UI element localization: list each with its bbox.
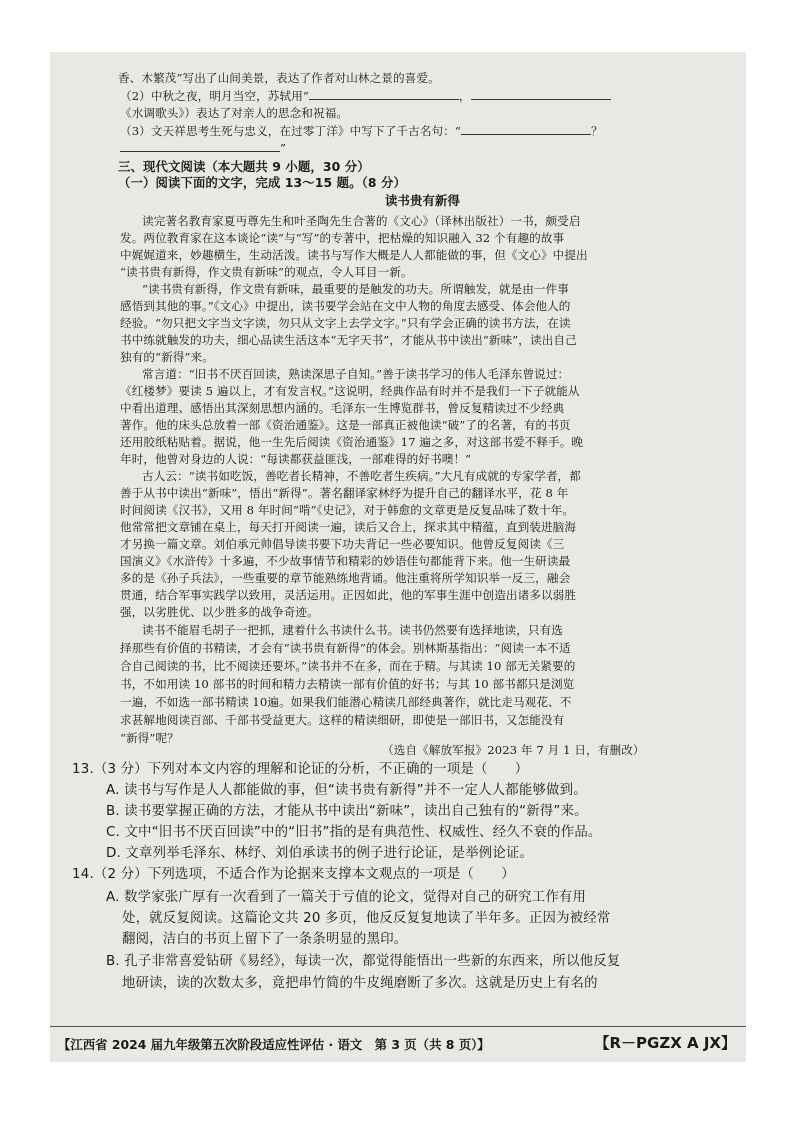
body-line: 中娓娓道来，妙趣横生，生动活泼。读书与写作大概是人人都能做的事，但《文心》中提出 [120, 248, 588, 262]
body-line: 读书不能眉毛胡子一把抓，逮着什么书读什么书。读书仍然要有选择地读，只有选 [142, 623, 563, 637]
body-line: 强，以劣胜优、以少胜多的战争奇迹。 [120, 605, 319, 619]
body-line: 著作。他的床头总放着一部《资治通鉴》。这是一部真正被他读“破”了的名著，有的书页 [120, 418, 571, 432]
footer-exam-info: 【江西省 2024 届九年级第五次阶段适应性评估 · 语文 第 3 页（共 8 页）】 [58, 1037, 490, 1052]
body-line: 常言道：“旧书不厌百回读，熟读深思子自知。”善于读书学习的伟人毛泽东曾说过： [142, 367, 570, 381]
header-line-1: 香、木繁茂”写出了山间美景，表达了作者对山林之景的喜爱。 [118, 71, 440, 85]
body-line: “新得”呢？ [120, 731, 179, 745]
body-line: “读书贵有新得，作文贵有新味，最重要的是触发的功夫。所谓触发，就是由一件事 [142, 282, 570, 296]
body-line: 书，不如用读 10 部书的时间和精力去精读一部有价值的好书；与其 10 部书都只是浏览 [120, 677, 575, 691]
answer-blank[interactable] [309, 88, 459, 100]
option-a-line: 处，就反复阅读。这篇论文共 20 多页，他反反复复地读了半年多。正因为被经常 [122, 911, 611, 926]
body-line: 才另换一篇文章。刘伯承元帅倡导读书要下功夫背记一些必要知识。他曾反复阅读《三 [120, 537, 565, 551]
section-heading: 三、现代文阅读（本大题共 9 小题，30 分） [118, 159, 370, 174]
header-line-2-comma: ， [458, 89, 471, 103]
header-line-4-qmark: ？ [590, 124, 603, 138]
body-line: “读书贵有新得，作文贵有新味”的观点，令人耳目一新。 [120, 265, 413, 279]
answer-blank[interactable] [471, 88, 611, 100]
body-line: 还用胶纸粘贴着。据说，他一生先后阅读《资治通鉴》17 遍之多，对这部书爱不释手。晚 [120, 435, 584, 449]
article-title: 读书贵有新得 [385, 193, 460, 208]
body-line: 发。两位教育家在这本谈论“读”与“写”的专著中，把枯燥的知识融入 32 个有趣的故事 [120, 231, 565, 245]
option-a-line: 翻阅，洁白的书页上留下了一条条明显的黑印。 [122, 932, 408, 947]
body-line: 多的是《孙子兵法》，一些重要的章节能熟练地背诵。他注重将所学知识举一反三，融会 [120, 571, 571, 585]
header-line-4-text: （3）文天祥思考生死与忠义，在过零丁洋》中写下了千古名句：“ [120, 124, 461, 138]
body-line: 择那些有价值的书精读，才会有“读书贵有新得”的体会。别林斯基指出：“阅读一本不适 [120, 641, 571, 655]
header-line-3: 《水调歌头》）表达了对亲人的思念和祝福。 [120, 106, 349, 120]
body-line: 感悟到其他的事。”《文心》中提出，读书要学会站在文中人物的角度去感受、体会他人的 [120, 299, 571, 313]
body-line: 年时，他曾对身边的人说：“每读都获益匪浅，一部难得的好书噢！” [120, 452, 472, 466]
header-line-5-quote: ” [280, 141, 287, 155]
question-stem: 13.（3 分）下列对本文内容的理解和论证的分析，不正确的一项是（ ） [72, 762, 529, 777]
body-line: 他常常把文章铺在桌上，每天打开阅读一遍，读后又合上，探求其中精蕴，直到装进脑海 [120, 520, 577, 534]
body-line: 读完著名教育家夏丏尊先生和叶圣陶先生合著的《文心》（译林出版社）一书，颇受启 [142, 214, 581, 228]
option-a[interactable]: A. 数学家张广厚有一次看到了一篇关于亏值的论文，觉得对自己的研究工作有用 [106, 890, 587, 905]
answer-blank[interactable] [120, 140, 280, 152]
body-line: 经验。“勿只把文字当文字读，勿只从文字上去学文字。”只有学会正确的读书方法，在读 [120, 316, 571, 330]
option-b-line: 地研读，读的次数太多，竟把串竹简的牛皮绳磨断了多次。这就是历史上有名的 [122, 976, 598, 991]
body-line: 善于从书中读出“新味”，悟出“新得”。著名翻译家林纾为提升自己的翻译水平，花 8 年 [120, 486, 569, 500]
footer-code: 【R－PGZX A JX】 [594, 1034, 736, 1052]
page-footer [50, 1026, 746, 1059]
option-b[interactable]: B. 孔子非常喜爱钻研《易经》，每读一次，都觉得能悟出一些新的东西来，所以他反复 [106, 954, 621, 969]
body-line: 国演义》《水浒传》十多遍，不少故事情节和精彩的妙语佳句都能背下来。他一生研读最 [120, 554, 571, 568]
option-b[interactable]: B. 读书要掌握正确的方法，才能从书中读出“新味”，读出自己独有的“新得”来。 [106, 804, 588, 819]
body-line: 贯通，结合军事实践学以致用，灵活运用。正因如此，他的军事生涯中创造出诸多以弱胜 [120, 588, 577, 602]
body-line: 合自己阅读的书，比不阅读还要坏。”读书并不在多，而在于精。与其读 10 部无关紧要的 [120, 659, 576, 673]
body-line: 中看出道理、感悟出其深刻思想内涵的。毛泽东一生博览群书，曾反复精读过不少经典 [120, 401, 565, 415]
body-line: 求甚解地阅读百部、千部书受益更大。这样的精读细研，即使是一部旧书，又怎能没有 [120, 713, 565, 727]
header-line-2 [120, 88, 611, 104]
answer-blank[interactable] [461, 123, 591, 135]
header-line-5 [120, 140, 286, 156]
header-line-2-text: （2）中秋之夜，明月当空，苏轼用“ [120, 89, 309, 103]
body-line: 古人云：“读书如吃饭，善吃者长精神，不善吃者生疾病。”大凡有成就的专家学者，都 [142, 469, 581, 483]
body-line: 《红楼梦》要读 5 遍以上，才有发言权。”这说明，经典作品有时并不是我们一下子就能从 [120, 384, 580, 398]
header-line-4 [120, 123, 603, 139]
exam-page [50, 52, 746, 1062]
source-citation: （选自《解放军报》2023 年 7 月 1 日，有删改） [382, 743, 645, 757]
body-line: 独有的“新得”来。 [120, 350, 214, 364]
body-line: 书中练就触发的功夫，细心品读生活这本“无字天书”，才能从书中读出“新味”，读出自己 [120, 333, 577, 347]
section-subheading: （一）阅读下面的文字，完成 13～15 题。（8 分） [118, 175, 406, 190]
body-line: 时间阅读《汉书》，又用 8 年时间“啃”《史记》，对于韩愈的文章更是反复品味了数十年。 [120, 503, 575, 517]
question-stem: 14.（2 分）下列选项，不适合作为论据来支撑本文观点的一项是（ ） [72, 867, 515, 882]
option-d[interactable]: D. 文章列举毛泽东、林纾、刘伯承读书的例子进行论证，是举例论证。 [106, 846, 534, 861]
option-a[interactable]: A. 读书与写作是人人都能做的事，但“读书贵有新得”并不一定人人都能够做到。 [106, 783, 587, 798]
body-line: 一遍，不如选一部书精读 10遍。如果我们能潜心精读几部经典著作，就比走马观花、不 [120, 695, 572, 709]
option-c[interactable]: C. 文中“旧书不厌百回读”中的“旧书”指的是有典范性、权威性、经久不衰的作品。 [106, 825, 602, 840]
